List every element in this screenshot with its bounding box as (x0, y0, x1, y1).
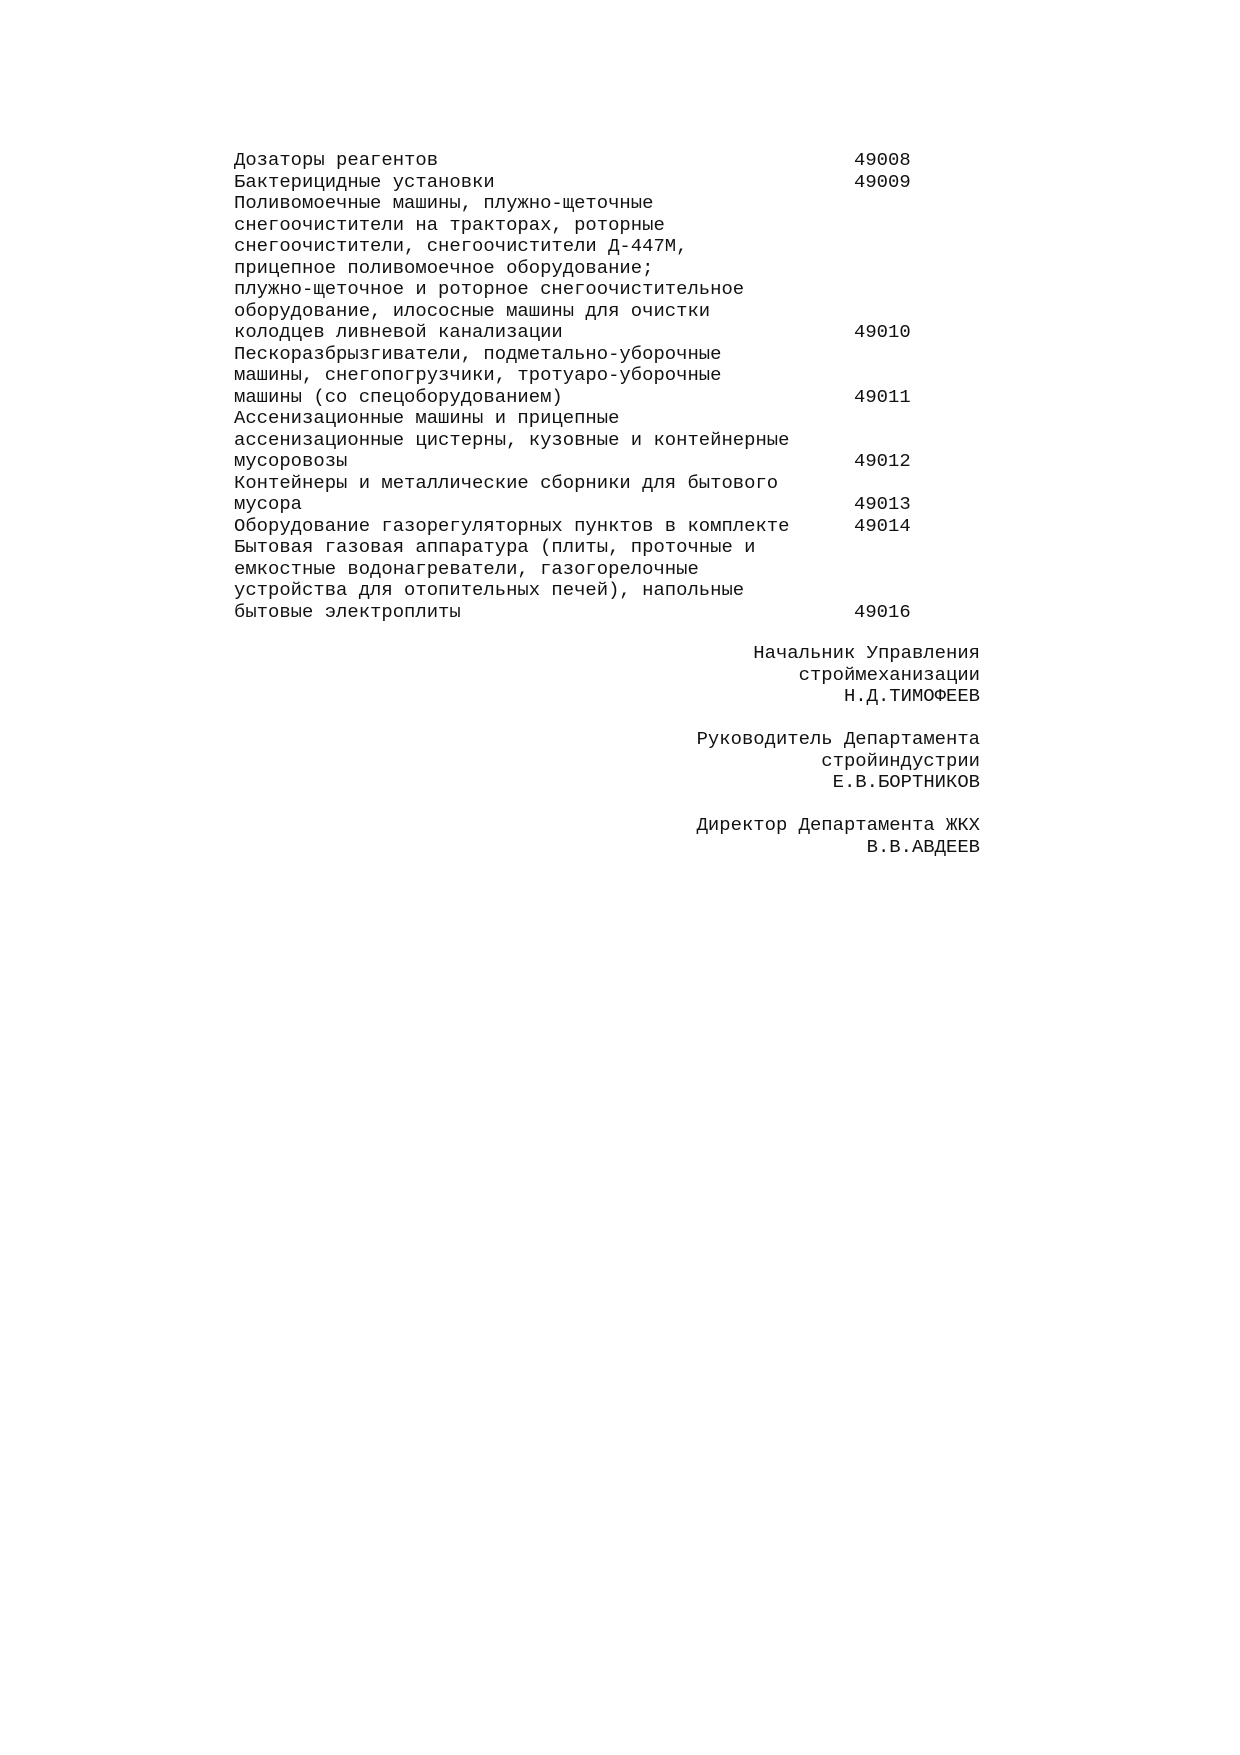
row-description: Пескоразбрызгиватели, подметально-уборочные (234, 342, 722, 365)
list-row (234, 580, 934, 602)
classification-list (234, 150, 934, 623)
list-row (234, 516, 934, 538)
list-row (234, 494, 934, 516)
list-row (234, 215, 934, 237)
signatory-name: В.В.АВДЕЕВ (866, 835, 980, 858)
row-code: 49011 (854, 385, 911, 408)
signatory-title: Директор Департамента ЖКХ (696, 814, 980, 836)
signatory-block (697, 815, 980, 858)
row-description: Бактерицидные установки (234, 170, 495, 193)
row-code: 49008 (854, 149, 911, 171)
signatory-title: стройиндустрии (821, 749, 980, 772)
row-description: снегоочистители, снегоочистители Д-447М, (234, 235, 688, 257)
list-row (234, 258, 934, 280)
list-row (234, 559, 934, 581)
row-description: колодцев ливневой канализации (234, 321, 563, 343)
row-code: 49013 (854, 493, 911, 515)
signatory-block (697, 729, 980, 794)
signature-section (697, 643, 980, 880)
signatory-name: Е.В.БОРТНИКОВ (832, 771, 980, 793)
list-row (234, 193, 934, 215)
row-description: мусора (234, 493, 303, 515)
row-code: 49012 (854, 450, 911, 472)
list-row (234, 279, 934, 301)
row-description: машины, снегопогрузчики, тротуаро-уборочные (234, 364, 722, 386)
list-row (234, 408, 934, 430)
row-description: Дозаторы реагентов (234, 149, 439, 171)
row-description: Контейнеры и металлические сборники для бытового (234, 471, 779, 494)
row-description: бытовые электроплиты (234, 600, 461, 623)
list-row (234, 236, 934, 258)
row-description: емкостные водонагреватели, газогорелочные (234, 557, 699, 580)
list-row (234, 322, 934, 344)
list-row (234, 473, 934, 495)
row-code: 49009 (854, 170, 911, 193)
list-row (234, 537, 934, 559)
signatory-title: строймеханизации (798, 663, 980, 686)
list-row (234, 365, 934, 387)
list-row (234, 387, 934, 409)
list-row (234, 150, 934, 172)
list-row (234, 344, 934, 366)
signatory-block (697, 643, 980, 708)
signatory-title: Начальник Управления (753, 642, 980, 664)
row-description: прицепное поливомоечное оборудование; (234, 256, 654, 279)
row-description: Бытовая газовая аппаратура (плиты, проточные и (234, 536, 756, 558)
row-description: Ассенизационные машины и прицепные (234, 407, 620, 429)
list-row (234, 451, 934, 473)
list-row (234, 172, 934, 194)
row-description: снегоочистители на тракторах, роторные (234, 213, 665, 236)
row-description: Оборудование газорегуляторных пунктов в комплекте (234, 514, 790, 537)
row-description: ассенизационные цистерны, кузовные и контейнерные (234, 428, 790, 451)
list-row (234, 301, 934, 323)
row-description: мусоровозы (234, 450, 348, 472)
row-code: 49010 (854, 321, 911, 343)
row-description: Поливомоечные машины, плужно-щеточные (234, 192, 654, 214)
list-row (234, 602, 934, 624)
list-row (234, 430, 934, 452)
row-code: 49014 (854, 514, 911, 537)
row-description: плужно-щеточное и роторное снегоочистительное (234, 278, 745, 300)
signatory-name: Н.Д.ТИМОФЕЕВ (843, 685, 980, 707)
row-code: 49016 (854, 600, 911, 623)
row-description: машины (со спецоборудованием) (234, 385, 563, 408)
signatory-title: Руководитель Департамента (696, 728, 980, 750)
row-description: оборудование, илососные машины для очистки (234, 299, 711, 322)
row-description: устройства для отопительных печей), напольные (234, 579, 745, 601)
